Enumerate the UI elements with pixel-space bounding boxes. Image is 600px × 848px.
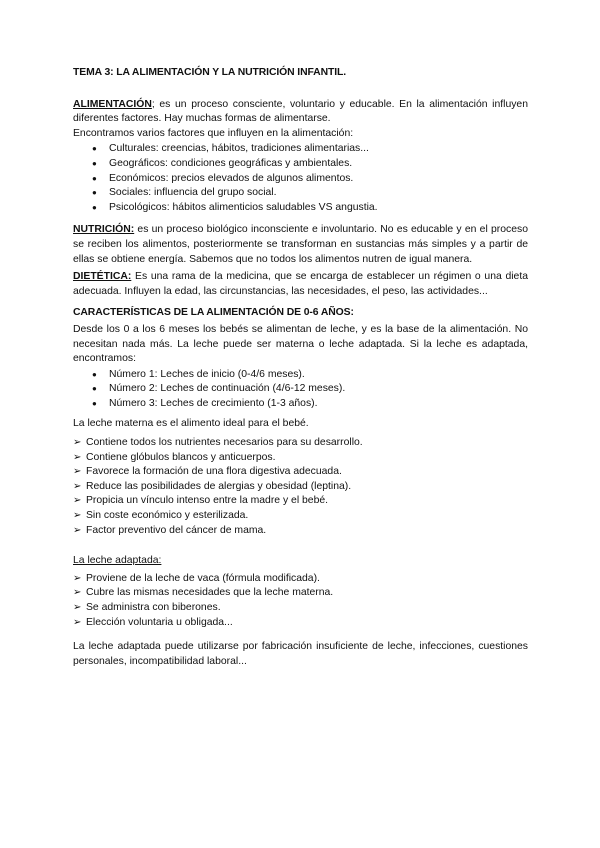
milk-types-list — [73, 368, 528, 412]
materna-intro: La leche materna es el alimento ideal para el bebé. — [73, 418, 309, 430]
list-item: ➢ Proviene de la leche de vaca (fórmula modificada). — [73, 572, 528, 587]
section-heading: CARACTERÍSTICAS DE LA ALIMENTACIÓN DE 0-6 AÑOS: — [73, 307, 354, 319]
adaptada-closing: La leche adaptada puede utilizarse por fabricación insuficiente de leche, infecciones, cuestiones personales, incompatibilidad laboral... — [73, 641, 528, 667]
list-item: ● Número 1: Leches de inicio (0-4/6 meses). — [92, 368, 528, 383]
list-item: ● Geográficos: condiciones geográficas y ambientales. — [92, 157, 528, 172]
page-title: TEMA 3: LA ALIMENTACIÓN Y LA NUTRICIÓN INFANTIL. — [73, 67, 347, 78]
adaptada-heading: La leche adaptada: — [73, 555, 162, 567]
list-item: ● Psicológicos: hábitos alimenticios saludables VS angustia. — [92, 201, 528, 216]
document-page — [73, 66, 528, 669]
materna-list — [73, 436, 528, 538]
dietetica-paragraph — [73, 270, 528, 299]
list-item: ● Número 2: Leches de continuación (4/6-12 meses). — [92, 382, 528, 397]
factors-intro: Encontramos varios factores que influyen en la alimentación: — [73, 127, 354, 139]
list-item: ➢ Sin coste económico y esterilizada. — [73, 509, 528, 524]
list-item: ● Número 3: Leches de crecimiento (1-3 años). — [92, 397, 528, 412]
adaptada-list — [73, 572, 528, 630]
list-item: ➢ Favorece la formación de una flora digestiva adecuada. — [73, 465, 528, 480]
alimentacion-term: ALIMENTACIÓN — [73, 98, 152, 110]
dietetica-term: DIETÉTICA: — [73, 271, 132, 283]
list-item: ● Culturales: creencias, hábitos, tradiciones alimentarias... — [92, 142, 528, 157]
nutricion-term: NUTRICIÓN: — [73, 224, 135, 236]
alimentacion-definition: ; es un proceso consciente, voluntario y educable. En la alimentación influyen diferentes factores. Hay muchas formas de alimentarse. — [73, 98, 528, 125]
list-item: ➢ Reduce las posibilidades de alergias y obesidad (leptina). — [73, 480, 528, 495]
list-item: ➢ Factor preventivo del cáncer de mama. — [73, 524, 528, 539]
list-item: ➢ Elección voluntaria u obligada... — [73, 616, 528, 631]
dietetica-definition: Es una rama de la medicina, que se encarga de establecer un régimen o una dieta adecuada. Influyen la edad, las circunstancias, las necesidades, el peso, las actividades... — [73, 271, 528, 297]
list-item: ● Económicos: precios elevados de algunos alimentos. — [92, 172, 528, 187]
alimentacion-paragraph — [73, 98, 528, 127]
factors-list — [73, 142, 528, 215]
nutricion-definition: es un proceso biológico inconsciente e involuntario. No es educable y en el proceso se reciben los alimentos, posteriormente se transforman en sustancias más simples y a partir de ellas se obtiene energía. Sabemos que no todos los alimentos nutren de igual manera. — [73, 224, 528, 265]
list-item: ➢ Cubre las mismas necesidades que la leche materna. — [73, 586, 528, 601]
list-item: ➢ Se administra con biberones. — [73, 601, 528, 616]
list-item: ➢ Contiene glóbulos blancos y anticuerpos. — [73, 451, 528, 466]
list-item: ➢ Propicia un vínculo intenso entre la madre y el bebé. — [73, 494, 528, 509]
list-item: ➢ Contiene todos los nutrientes necesarios para su desarrollo. — [73, 436, 528, 451]
nutricion-paragraph — [73, 223, 528, 267]
list-item: ● Sociales: influencia del grupo social. — [92, 186, 528, 201]
caracteristicas-text: Desde los 0 a los 6 meses los bebés se alimentan de leche, y es la base de la alimentación. No necesitan nada más. La leche puede ser materna o leche adaptada. Si la leche es adaptada, encontramos: — [73, 323, 528, 365]
